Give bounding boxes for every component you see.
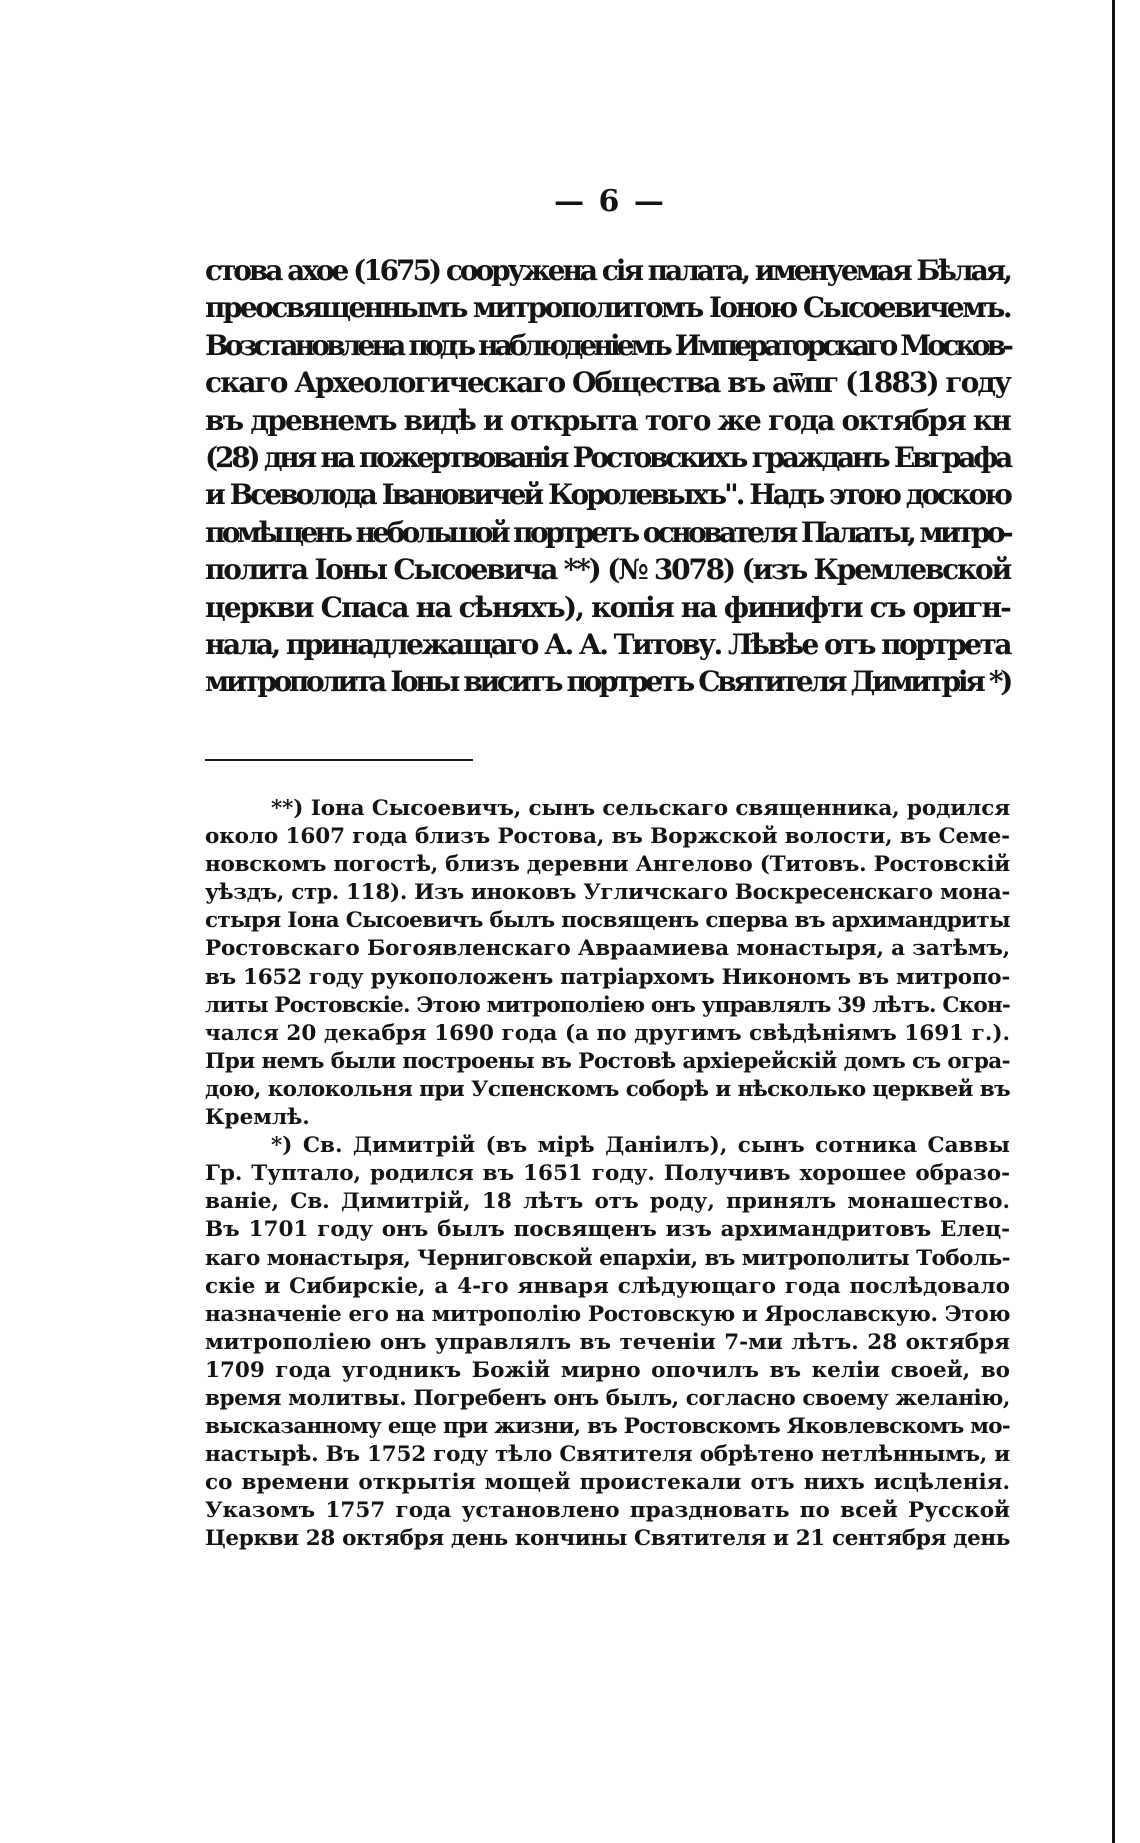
footnote-line: Въ 1701 году онъ былъ посвященъ изъ архимандритовъ Елец- (205, 1217, 1010, 1243)
text-line: преосвященнымъ митрополитомъ Іоною Сысоевичемъ. (205, 291, 1010, 325)
footnote-line: При немъ были построены въ Ростовѣ архіерейскій домъ съ огра- (205, 1048, 1010, 1074)
footnote-line: литы Ростовскіе. Этою митрополіею онъ управлялъ 39 лѣтъ. Скон- (205, 992, 1010, 1018)
footnote-dimitry (205, 1132, 1010, 1553)
footnote-line: Гр. Туптало, родился въ 1651 году. Получивъ хорошее образо- (205, 1161, 1010, 1187)
main-text-block (205, 252, 1010, 701)
footnote-line: митрополіею онъ управлялъ въ теченіи 7-ми лѣтъ. 28 октября (205, 1329, 1010, 1355)
footnote-line: Указомъ 1757 года установлено праздновать по всей Русской (205, 1498, 1010, 1524)
footnote-line: около 1607 года близъ Ростова, въ Воржской волости, въ Семе- (205, 824, 1010, 850)
text-line: помѣщенъ небольшой портретъ основателя Палаты, митро- (205, 515, 1010, 549)
footnote-line: каго монастыря, Черниговской епархіи, въ митрополиты Тоболь- (205, 1245, 1010, 1271)
text-line: церкви Спаса на сѣняхъ), копія на финифти съ оригн- (205, 590, 1010, 624)
footnote-separator (205, 759, 473, 761)
footnote-line: 1709 года угодникъ Божій мирно опочилъ въ келіи своей, во (205, 1357, 1010, 1383)
footnotes-block (205, 795, 1010, 1554)
text-line: полита Іоны Сысоевича **) (№ 3078) (изъ Кремлевской (205, 553, 1010, 587)
text-line: скаго Археологическаго Общества въ аѿпг (1883) году (205, 366, 1010, 400)
footnote-line: **) Іона Сысоевичъ, сынъ сельскаго священника, родился (271, 796, 1010, 821)
footnote-line: время молитвы. Погребенъ онъ былъ, согласно своему желанію, (205, 1385, 1010, 1411)
footnote-line: назначеніе его на митрополію Ростовскую и Ярославскую. Этою (205, 1301, 1010, 1327)
footnote-line: уѣздъ, стр. 118). Изъ иноковъ Угличскаго Воскресенскаго мона- (205, 880, 1010, 906)
text-line: митрополита Іоны виситъ портретъ Святителя Димитрія *) (205, 665, 1010, 699)
text-line: (28) дня на пожертвованія Ростовскихъ гражданъ Евграфа (205, 441, 1010, 475)
page-number: — 6 — (554, 184, 666, 219)
footnote-line: стыря Іона Сысоевичъ былъ посвященъ сперва въ архимандриты (205, 908, 1010, 934)
footnote-line: чался 20 декабря 1690 года (а по другимъ свѣдѣніямъ 1691 г.). (205, 1020, 1010, 1046)
text-line: и Всеволода Івановичей Королевыхъ". Надъ этою доскою (205, 478, 1010, 512)
footnote-line: высказанному еще при жизни, въ Ростовскомъ Яковлевскомъ мо- (205, 1414, 1010, 1440)
footnote-iona (205, 795, 1010, 1132)
text-line: въ древнемъ видѣ и открыта того же года октября кн (205, 403, 1010, 437)
footnote-line: ваніе, Св. Димитрій, 18 лѣтъ отъ роду, принялъ монашество. (205, 1189, 1010, 1215)
footnote-line: со времени открытія мощей проистекали отъ нихъ исцѣленія. (205, 1470, 1010, 1496)
text-line: стова ахое (1675) сооружена сія палата, именуемая Бѣлая, (205, 254, 1010, 287)
footnote-line: новскомъ погостѣ, близъ деревни Ангелово (Титовъ. Ростовскій (205, 852, 1010, 878)
page-edge-border (1112, 0, 1115, 1843)
text-line: Возстановлена подъ наблюденіемъ Императорскаго Москов- (205, 328, 1010, 362)
footnote-line: дою, колокольня при Успенскомъ соборѣ и нѣсколько церквей въ (205, 1076, 1010, 1102)
footnote-line: Церкви 28 октября день кончины Святителя и 21 сентября день (205, 1526, 1010, 1552)
footnote-line: въ 1652 году рукоположенъ патріархомъ Никономъ въ митропо- (205, 964, 1010, 990)
footnote-line: *) Св. Димитрій (въ мірѣ Даніилъ), сынъ сотника Саввы (271, 1133, 1010, 1159)
footnote-line: Кремлѣ. (205, 1105, 310, 1131)
footnote-line: настырѣ. Въ 1752 году тѣло Святителя обрѣтено нетлѣннымъ, и (205, 1442, 1010, 1468)
footnote-line: скіе и Сибирскіе, а 4-го января слѣдующаго года послѣдовало (205, 1273, 1010, 1299)
footnote-line: Ростовскаго Богоявленскаго Авраамиева монастыря, а затѣмъ, (205, 936, 1010, 962)
text-line: нала, принадлежащаго А. А. Титову. Лѣвѣе отъ портрета (205, 628, 1010, 662)
